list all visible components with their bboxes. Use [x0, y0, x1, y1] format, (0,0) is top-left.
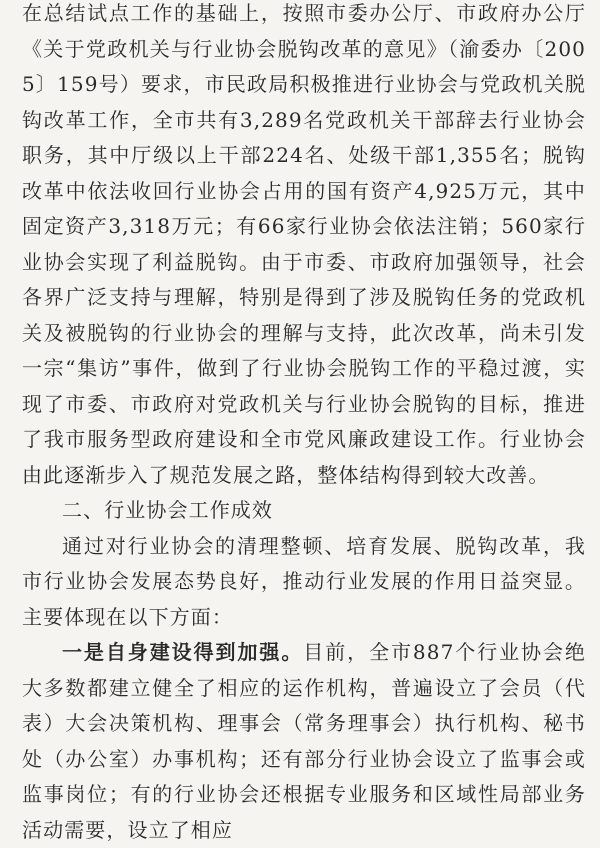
section-heading: 二、行业协会工作成效: [62, 498, 273, 522]
paragraph-pilot-summary: 在总结试点工作的基础上，按照市委办公厅、市政府办公厅《关于党政机关与行业协会脱钩改革的意见》（渝委办〔2005〕159号）要求，市民政局积极推进行业协会与党政机关脱钩改革工作，全市共有3,289名党政机关干部辞去行业协会职务，其中厅级以上干部224名、处级干部1,355名；脱钩改革中依法收回行业协会占用的国有资产4,925万元，其中固定资产3,318万元；有66家行业协会依法注销；560家行业协会实现了利益脱钩。由于市委、市政府加强领导，社会各界广泛支持与理解，特别是得到了涉及脱钩任务的党政机关及被脱钩的行业协会的理解与支持，此次改革，尚未引发一宗“集访”事件，做到了行业协会脱钩工作的平稳过渡，实现了市委、市政府对党政机关与行业协会脱钩的目标，推进了我市服务型政府建设和全市党风廉政建设工作。行业协会由此逐渐步入了规范发展之路，整体结构得到较大改善。: [22, 1, 586, 487]
paragraph-body: 目前，全市887个行业协会绝大多数都建立健全了相应的运作机构，普遍设立了会员（代表）大会决策机构、理事会（常务理事会）执行机构、秘书处（办公室）办事机构；还有部分行业协会设立了监事会或监事岗位；有的行业协会还根据专业服务和区域性局部业务活动需要，设立了相应: [22, 640, 586, 842]
paragraph-lead-phrase: 一是自身建设得到加强。: [62, 640, 304, 664]
paragraph-self-building: [22, 635, 586, 848]
paragraph-overview: 通过对行业协会的清理整顿、培育发展、脱钩改革，我市行业协会发展态势良好，推动行业发展的作用日益突显。主要体现在以下方面：: [22, 533, 586, 629]
